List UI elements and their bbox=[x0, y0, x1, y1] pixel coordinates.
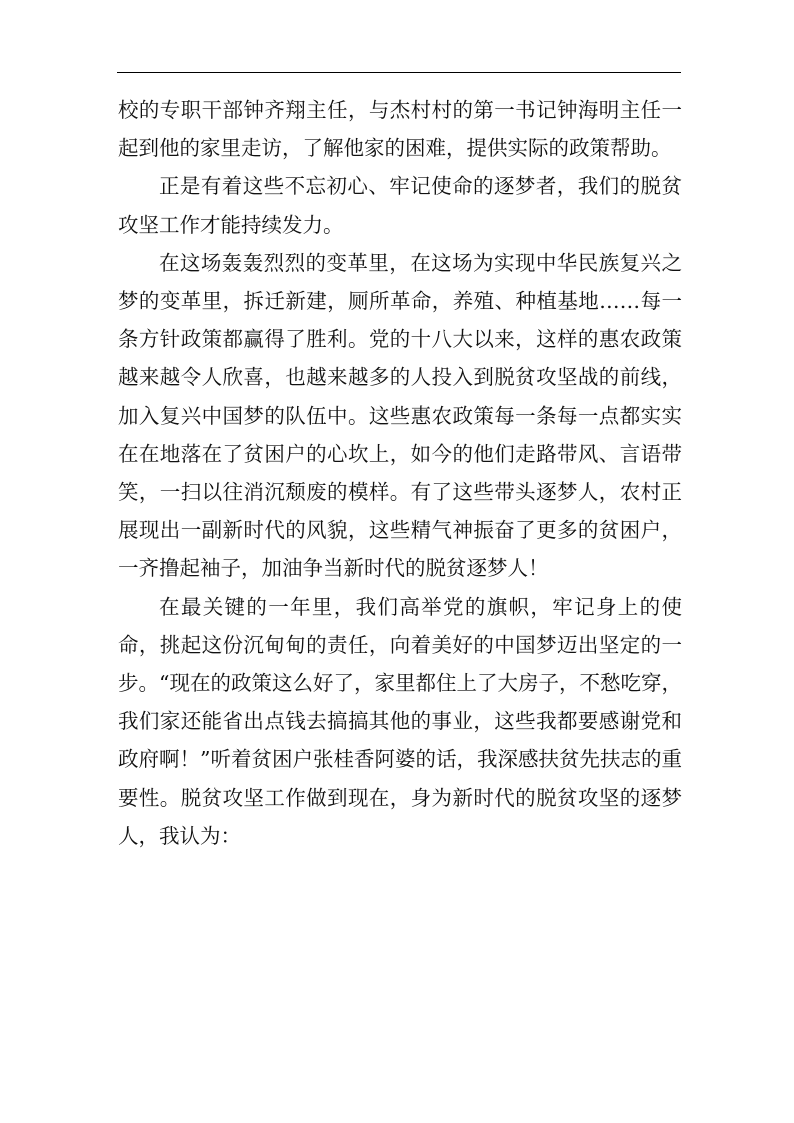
paragraph-2: 正是有着这些不忘初心、牢记使命的逐梦者，我们的脱贫攻坚工作才能持续发力。 bbox=[118, 174, 682, 237]
paragraph-3: 在这场轰轰烈烈的变革里，在这场为实现中华民族复兴之梦的变革里，拆迁新建，厕所革命，养殖、种植基地……每一条方针政策都赢得了胜利。党的十八大以来，这样的惠农政策越来越令人欣喜，也越来越多的人投入到脱贫攻坚战的前线，加入复兴中国梦的队伍中。这些惠农政策每一条每一点都实实在在地落在了贫困户的心坎上，如今的他们走路带风、言语带笑，一扫以往消沉颓废的模样。有了这些带头逐梦人，农村正展现出一副新时代的风貌，这些精气神振奋了更多的贫困户，一齐撸起袖子，加油争当新时代的脱贫逐梦人！ bbox=[118, 250, 682, 581]
paragraph-4: 在最关键的一年里，我们高举党的旗帜，牢记身上的使命，挑起这份沉甸甸的责任，向着美好的中国梦迈出坚定的一步。“现在的政策这么好了，家里都住上了大房子，不愁吃穿，我们家还能省出点钱去搞搞其他的事业，这些我都要感谢党和政府啊！”听着贫困户张桂香阿婆的话，我深感扶贫先扶志的重要性。脱贫攻坚工作做到现在，身为新时代的脱贫攻坚的逐梦人，我认为： bbox=[118, 594, 682, 848]
paragraph-1: 校的专职干部钟齐翔主任，与杰村村的第一书记钟海明主任一起到他的家里走访，了解他家的困难，提供实际的政策帮助。 bbox=[118, 98, 682, 161]
header-rule bbox=[117, 72, 681, 73]
body-text bbox=[118, 91, 682, 855]
